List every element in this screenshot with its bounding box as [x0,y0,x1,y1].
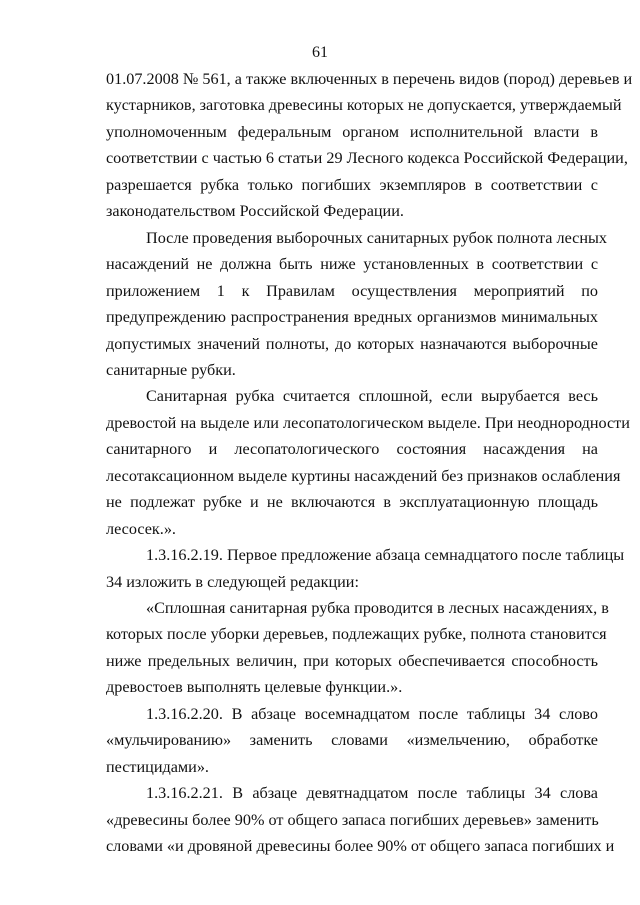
text-line: которых после уборки деревьев, подлежащих рубке, полнота становится [106,625,607,644]
text-line: уполномоченным федеральным органом исполнительной власти в [106,122,598,141]
text-line: 1.3.16.2.20. В абзаце восемнадцатом после таблицы 34 слово [146,704,598,723]
text-line: насаждений не должна быть ниже установленных в соответствии с [106,255,598,274]
text-line: 1.3.16.2.19. Первое предложение абзаца семнадцатого после таблицы [146,546,625,565]
text-line: соответствии с частью 6 статьи 29 Лесного кодекса Российской Федерации, [106,149,628,168]
text-line: 01.07.2008 № 561, а также включенных в перечень видов (пород) деревьев и [106,70,633,88]
text-line: приложением 1 к Правилам осуществления мероприятий по [106,281,598,300]
text-line: 1.3.16.2.21. В абзаце девятнадцатом после таблицы 34 слова [146,784,598,803]
text-line: законодательством Российской Федерации. [106,202,404,221]
text-line: словами «и дровяной древесины более 90% от общего запаса погибших и [106,837,615,856]
text-line: После проведения выборочных санитарных рубок полнота лесных [146,228,608,247]
text-line: предупреждению распространения вредных организмов минимальных [106,308,598,327]
text-line: допустимых значений полноты, до которых назначаются выборочные [106,334,598,353]
text-line: древостоев выполнять целевые функции.». [106,678,403,697]
text-line: кустарников, заготовка древесины которых не допускается, утверждаемый [106,96,622,115]
text-line: лесосек.». [106,519,176,538]
text-line: не подлежат рубке и не включаются в эксплуатационную площадь [106,493,598,512]
text-line: «мульчированию» заменить словами «измельчению, обработке [106,731,598,750]
text-line: разрешается рубка только погибших экземпляров в соответствии с [106,175,598,194]
text-line: 34 изложить в следующей редакции: [106,572,359,591]
text-line: «древесины более 90% от общего запаса погибших деревьев» заменить [106,810,599,829]
text-line: древостой на выделе или лесопатологическом выделе. При неоднородности [106,413,630,432]
text-line: ниже предельных величин, при которых обеспечивается способность [106,651,598,670]
text-line: лесотаксационном выделе куртины насаждений без признаков ослабления [106,466,621,485]
text-line: санитарные рубки. [106,360,236,379]
text-line: «Сплошная санитарная рубка проводится в лесных насаждениях, в [146,599,609,617]
text-line: санитарного и лесопатологического состояния насаждения на [106,440,598,459]
text-line: пестицидами». [106,757,209,776]
text-line: Санитарная рубка считается сплошной, если вырубается весь [146,387,598,406]
page-number: 61 [312,44,328,61]
